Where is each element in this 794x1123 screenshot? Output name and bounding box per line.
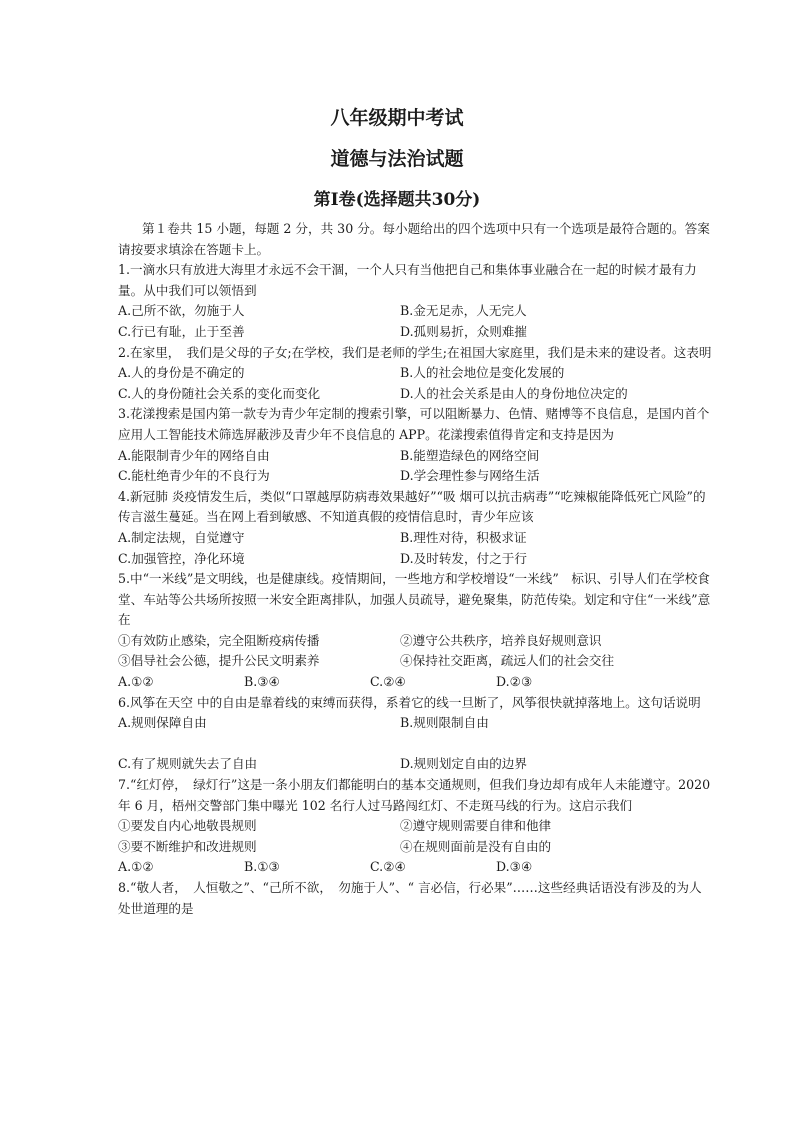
option: A.规则保障自由	[118, 715, 207, 731]
option: C.人的身份随社会关系的变化而变化	[118, 385, 321, 401]
option: B.③④	[244, 674, 280, 690]
option: B.能塑造绿色的网络空间	[400, 447, 540, 463]
choice-item: ②遵守公共秩序，培养良好规则意识	[400, 632, 602, 648]
option: D.规则划定自由的边界	[400, 756, 527, 772]
choice-item: ③倡导社会公德，提升公民文明素养	[118, 653, 320, 669]
question-stem: 5.中“一米线”是文明线，也是健康线。疫情期间，一些地方和学校增设“一米线” 标识、引导人们在学校食堂、车站等公共场所按照一米安全距离排队，加强人员疏导，避免聚集，防范传染。划定和守住“一米线”意在	[118, 571, 711, 628]
option-list	[118, 672, 714, 693]
exam-content	[118, 219, 714, 919]
option: D.人的社会关系是由人的身份地位决定的	[400, 385, 628, 401]
option: D.③④	[496, 859, 533, 875]
option-list	[118, 713, 714, 775]
option: D.②③	[496, 674, 533, 690]
option-list	[118, 857, 714, 878]
choice-item: ②遵守规则需要自律和他律	[400, 818, 552, 834]
option: D.及时转发，付之于行	[400, 550, 527, 566]
option: C.加强管控，净化环境	[118, 550, 245, 566]
option: C.②④	[370, 674, 406, 690]
choice-item: ④保持社交距离，疏远人们的社会交往	[400, 653, 615, 669]
choice-list	[118, 816, 714, 857]
section-heading: 第Ⅰ卷(选择题共30分)	[313, 190, 481, 210]
option: C.行已有耻，止于至善	[118, 323, 245, 339]
option-list	[118, 446, 714, 487]
option: C.有了规则就失去了自由	[118, 756, 258, 772]
option: A.①②	[118, 674, 154, 690]
choice-item: ①有效防止感染，完全阻断疫病传播	[118, 632, 320, 648]
question-stem: 3.花漾搜索是国内第一款专为青少年定制的搜索引擎，可以阻断暴力、色情、赌博等不良信息，是国内首个应用人工智能技术筛选屏蔽涉及青少年不良信息的 APP。花漾搜索值得肯定和支持是因为	[118, 406, 710, 442]
choice-item: ③要不断维护和改进规则	[118, 838, 257, 854]
intro-text: 第１卷共 15 小题，每题 2 分，共 30 分。每小题给出的四个选项中只有一个选项是最符合题的。答案请按要求填涂在答题卡上。	[118, 221, 710, 257]
blank-line	[400, 734, 714, 755]
question-stem: 8.“敬人者， 人恒敬之”、“己所不欲， 勿施于人”、“ 言必信，行必果”……这些经典话语没有涉及的为人处世道理的是	[118, 880, 702, 916]
option: D.学会理性参与网络生活	[400, 468, 540, 484]
option: A.能限制青少年的网络自由	[118, 447, 270, 463]
option-list	[118, 528, 714, 569]
page-subtitle: 道德与法治试题	[330, 148, 464, 170]
option: A.人的身份是不确定的	[118, 365, 245, 381]
option: C.②④	[370, 859, 406, 875]
option: C.能杜绝青少年的不良行为	[118, 468, 270, 484]
choice-item: ④在规则面前是没有自由的	[400, 838, 552, 854]
blank-line	[118, 734, 400, 755]
question-stem: 1.一滴水只有放进大海里才永远不会干涸，一个人只有当他把自己和集体事业融合在一起的时候才最有力量。从中我们可以领悟到	[118, 262, 697, 298]
question-stem: 7.“红灯停， 绿灯行”这是一条小朋友们都能明白的基本交通规则，但我们身边却有成年人未能遵守。2020 年 6 月，梧州交警部门集中曝光 102 名行人过马路闯红灯、不走斑马线的行为。这启示我们	[118, 777, 711, 813]
question-stem: 4.新冠肺 炎疫情发生后，类似“口罩越厚防病毒效果越好”“吸 烟可以抗击病毒”“吃辣椒能降低死亡风险”的传言滋生蔓延。当在网上看到敏感、不知道真假的疫情信息时，青少年应该	[118, 488, 706, 525]
option: A.制定法规，自觉遵守	[118, 529, 245, 545]
option: B.理性对待，积极求证	[400, 529, 527, 545]
question-stem: 2.在家里， 我们是父母的子女;在学校，我们是老师的学生;在祖国大家庭里，我们是未来的建设者。这表明	[118, 344, 712, 360]
option: B.①③	[244, 859, 280, 875]
choice-list	[118, 631, 714, 672]
option: B.人的社会地位是变化发展的	[400, 365, 565, 381]
option-list	[118, 363, 714, 404]
choice-item: ①要发自内心地敬畏规则	[118, 818, 257, 834]
question-stem: 6.风筝在天空 中的自由是靠着线的束缚而获得，系着它的线一旦断了，风筝很快就掉落地上。这句话说明	[118, 694, 701, 710]
option: D.孤则易折，众则难摧	[400, 323, 527, 339]
option: B.规则限制自由	[400, 715, 489, 731]
option: A.己所不欲，勿施于人	[118, 303, 245, 319]
option: B.金无足赤，人无完人	[400, 303, 527, 319]
page-title: 八年级期中考试	[330, 107, 464, 129]
option: A.①②	[118, 859, 154, 875]
option-list	[118, 301, 714, 342]
